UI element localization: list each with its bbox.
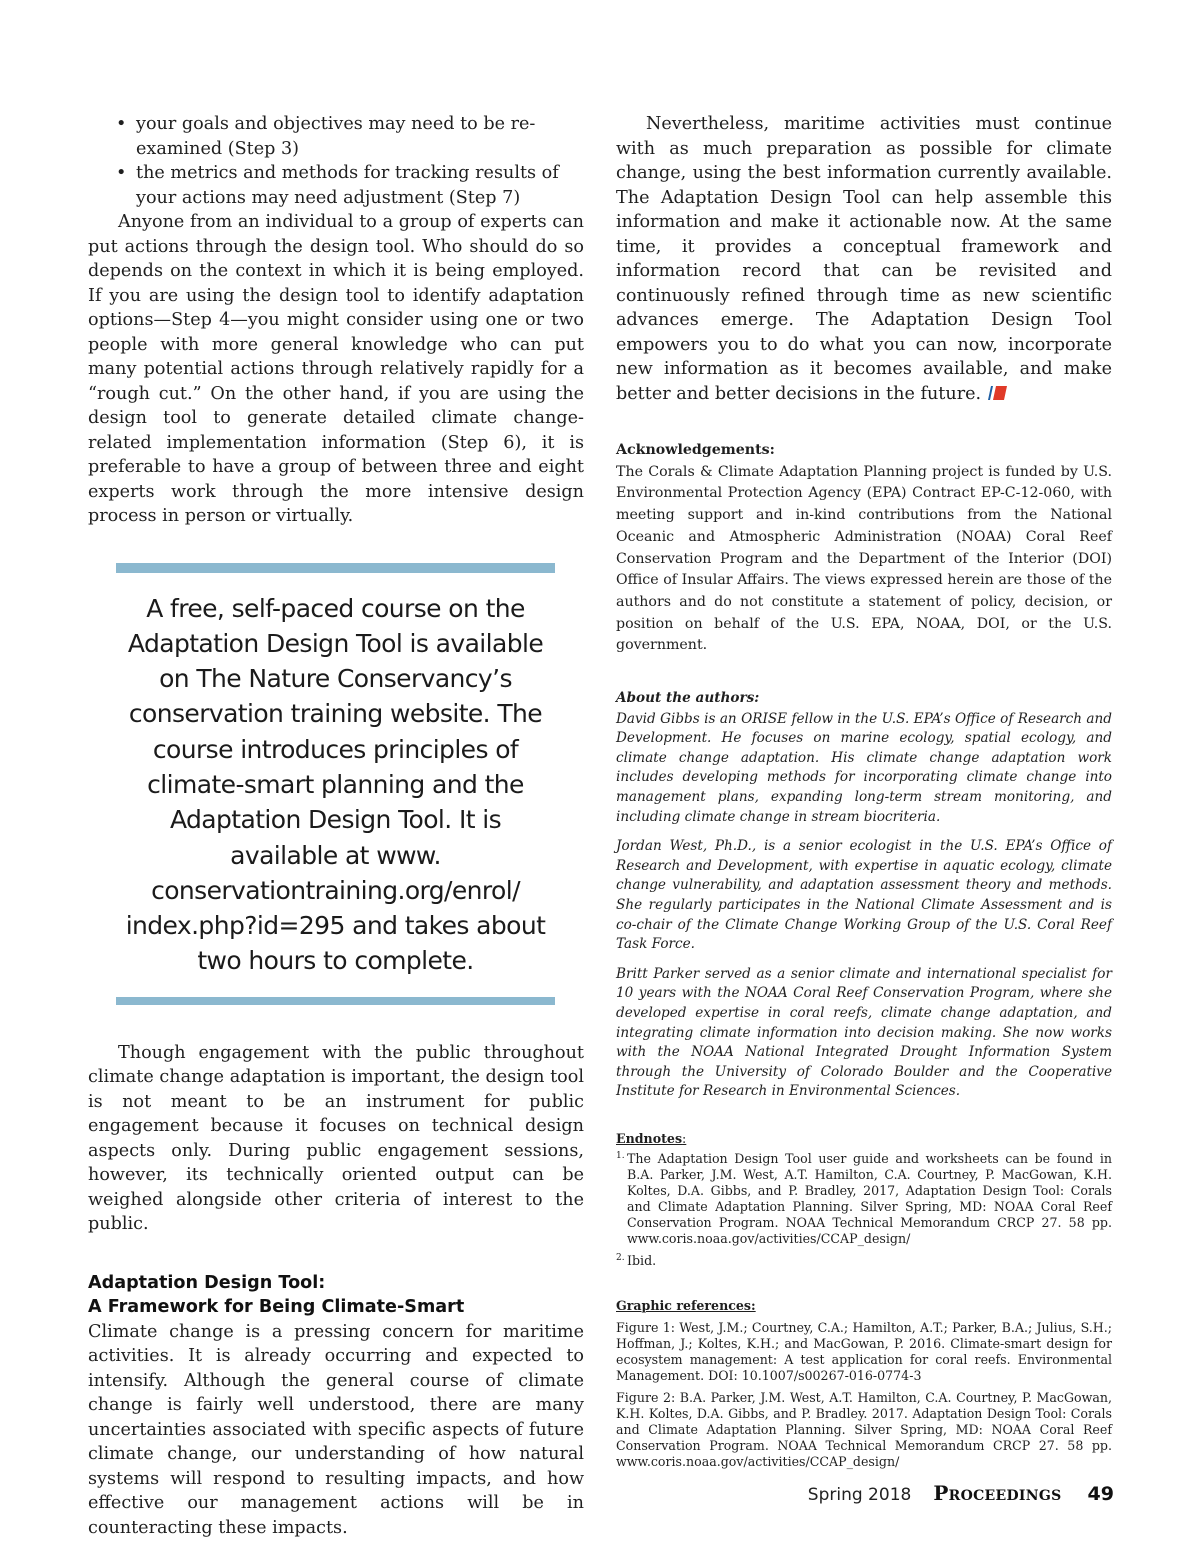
endnote-item: [616, 1151, 1112, 1247]
acknowledgements-title: Acknowledgements:: [616, 442, 775, 458]
bullet-item: • your goals and objectives may need to be re-examined (Step 3): [136, 112, 584, 161]
endnotes-title-text: Endnotes: [616, 1130, 683, 1146]
bullet-item: • the metrics and methods for tracking results of your actions may need adjustment (Step 7): [136, 161, 584, 210]
graphic-reference: Figure 1: West, J.M.; Courtney, C.A.; Hamilton, A.T.; Parker, B.A.; Julius, S.H.; Hoffman, J.; Koltes, K.H.; and MacGowan, P. 2016. Climate-smart design for ecosystem management: A test application for coral reefs. Environmental Management. DOI: 10.1007/s00267-016-0774-3: [616, 1319, 1112, 1383]
closing-paragraph-text: Nevertheless, maritime activities must continue with as much preparation as possible for climate change, using the best information currently available. The Adaptation Design Tool can help assemble this information and make it actionable now. At the same time, it provides a conceptual framework and information record that can be revisited and continuously refined through time as new scientific advances emerge. The Adaptation Design Tool empowers you to do what you can now, incorporate new information as it becomes available, and make better and better decisions in the future.: [616, 114, 1112, 404]
end-mark-icon: [985, 386, 1007, 400]
acknowledgements-text: The Corals & Climate Adaptation Planning project is funded by U.S. Environmental Protection Agency (EPA) Contract EP-C-12-060, with meeting support and in-kind contributions from the National Oceanic and Atmospheric Administration (NOAA) Coral Reef Conservation Program and the Department of the Interior (DOI) Office of Insular Affairs. The views expressed herein are those of the authors and do not constitute a statement of policy, decision, or position on behalf of the U.S. EPA, NOAA, DOI, or the U.S. government.: [616, 463, 1112, 654]
author-bio: Jordan West, Ph.D., is a senior ecologist in the U.S. EPA’s Office of Research and Development, with expertise in aquatic ecology, climate change vulnerability, and adaptation assessment theory and methods. She regularly participates in the National Climate Assessment and is co-chair of the Climate Change Working Group of the U.S. Coral Reef Task Force.: [616, 838, 1112, 953]
section-heading-line1: Adaptation Design Tool:: [88, 1272, 326, 1293]
page-footer: [808, 1481, 1114, 1505]
page-number: 49: [1087, 1483, 1114, 1505]
endnote-number: 2.: [616, 1252, 625, 1263]
authors-section: [616, 689, 1112, 1102]
left-column: [88, 112, 584, 1540]
section-heading: [88, 1271, 584, 1320]
endnote-number: 1.: [616, 1150, 625, 1161]
endnote-item: [616, 1253, 1112, 1269]
author-bio: Britt Parker served as a senior climate and international specialist for 10 years with the NOAA Coral Reef Conservation Program, where she developed expertise in coral reefs, climate change adaptation, and integrating climate information into decision making. She now works with the NOAA National Integrated Drought Information System through the University of Colorado Boulder and the Cooperative Institute for Research in Environmental Sciences.: [616, 965, 1112, 1100]
graphic-references-title: Graphic references:: [616, 1297, 756, 1313]
callout-box: [116, 563, 555, 1005]
endnotes-section: [616, 1130, 1112, 1269]
footer-publication: Proceedings: [933, 1481, 1062, 1505]
endnote-text: Ibid.: [627, 1252, 657, 1268]
authors-title: About the authors:: [616, 690, 760, 707]
endnote-text: The Adaptation Design Tool user guide and worksheets can be found in B.A. Parker, J.M. West, A.T. Hamilton, C.A. Courtney, P. MacGowan, K.H. Koltes, D.A. Gibbs, and P. Bradley, 2017, Adaptation Design Tool: Corals and Climate Adaptation Planning. Silver Spring, MD: NOAA Coral Reef Conservation Program. NOAA Technical Memorandum CRCP 27. 58 pp. www.coris.noaa.gov/activities/CCAP_design/: [627, 1150, 1112, 1246]
graphic-references-section: [616, 1297, 1112, 1470]
bullet-list: [88, 112, 584, 210]
author-bio: David Gibbs is an ORISE fellow in the U.S. EPA’s Office of Research and Development. He focuses on marine ecology, spatial ecology, and climate change adaptation. His climate change adaptation work includes developing methods for incorporating climate change into management plans, expanding long-term stream monitoring, and including climate change in stream biocriteria.: [616, 710, 1112, 825]
endnotes-title: Endnotes:: [616, 1130, 687, 1146]
right-column: [616, 112, 1112, 1476]
acknowledgements-section: [616, 440, 1112, 657]
body-paragraph: Though engagement with the public throughout climate change adaptation is important, the design tool is not meant to be an instrument for public engagement because it focuses on technical design aspects only. During public engagement sessions, however, its technically oriented output can be weighed alongside other criteria of interest to the public.: [88, 1042, 584, 1235]
callout-text: A free, self-paced course on the Adaptation Design Tool is available on The Nature Conservancy’s conservation training website. The course introduces principles of climate-smart planning and the Adaptation Design Tool. It is available at www. conservationtraining.org/enrol/ index.php?id=295 and takes about two hours to complete.: [125, 593, 546, 976]
footer-season: Spring 2018: [807, 1485, 912, 1505]
body-paragraph: Anyone from an individual to a group of experts can put actions through the design tool. Who should do so depends on the context in which it is being employed. If you are using the design tool to identify adaptation options—Step 4—you might consider using one or two people with more general knowledge who can put many potential actions through relatively rapidly for a “rough cut.” On the other hand, if you are using the design tool to generate detailed climate change-related implementation information (Step 6), it is preferable to have a group of between three and eight experts work through the more intensive design process in person or virtually.: [88, 212, 584, 526]
graphic-reference: Figure 2: B.A. Parker, J.M. West, A.T. Hamilton, C.A. Courtney, P. MacGowan, K.H. Koltes, D.A. Gibbs, and P. Bradley. 2017. Adaptation Design Tool: Corals and Climate Adaptation Planning. Silver Spring, MD: NOAA Coral Reef Conservation Program. NOAA Technical Memorandum CRCP 27. 58 pp. www.coris.noaa.gov/activities/CCAP_design/: [616, 1389, 1112, 1469]
body-paragraph: [616, 112, 1112, 406]
section-heading-line2: A Framework for Being Climate-Smart: [88, 1297, 465, 1318]
body-paragraph: Climate change is a pressing concern for maritime activities. It is already occurring and expected to intensify. Although the general course of climate change is fairly well understood, there are many uncertainties associated with specific aspects of future climate change, our understanding of how natural systems will respond to resulting impacts, and how effective our management actions will be in counteracting these impacts.: [88, 1321, 584, 1538]
